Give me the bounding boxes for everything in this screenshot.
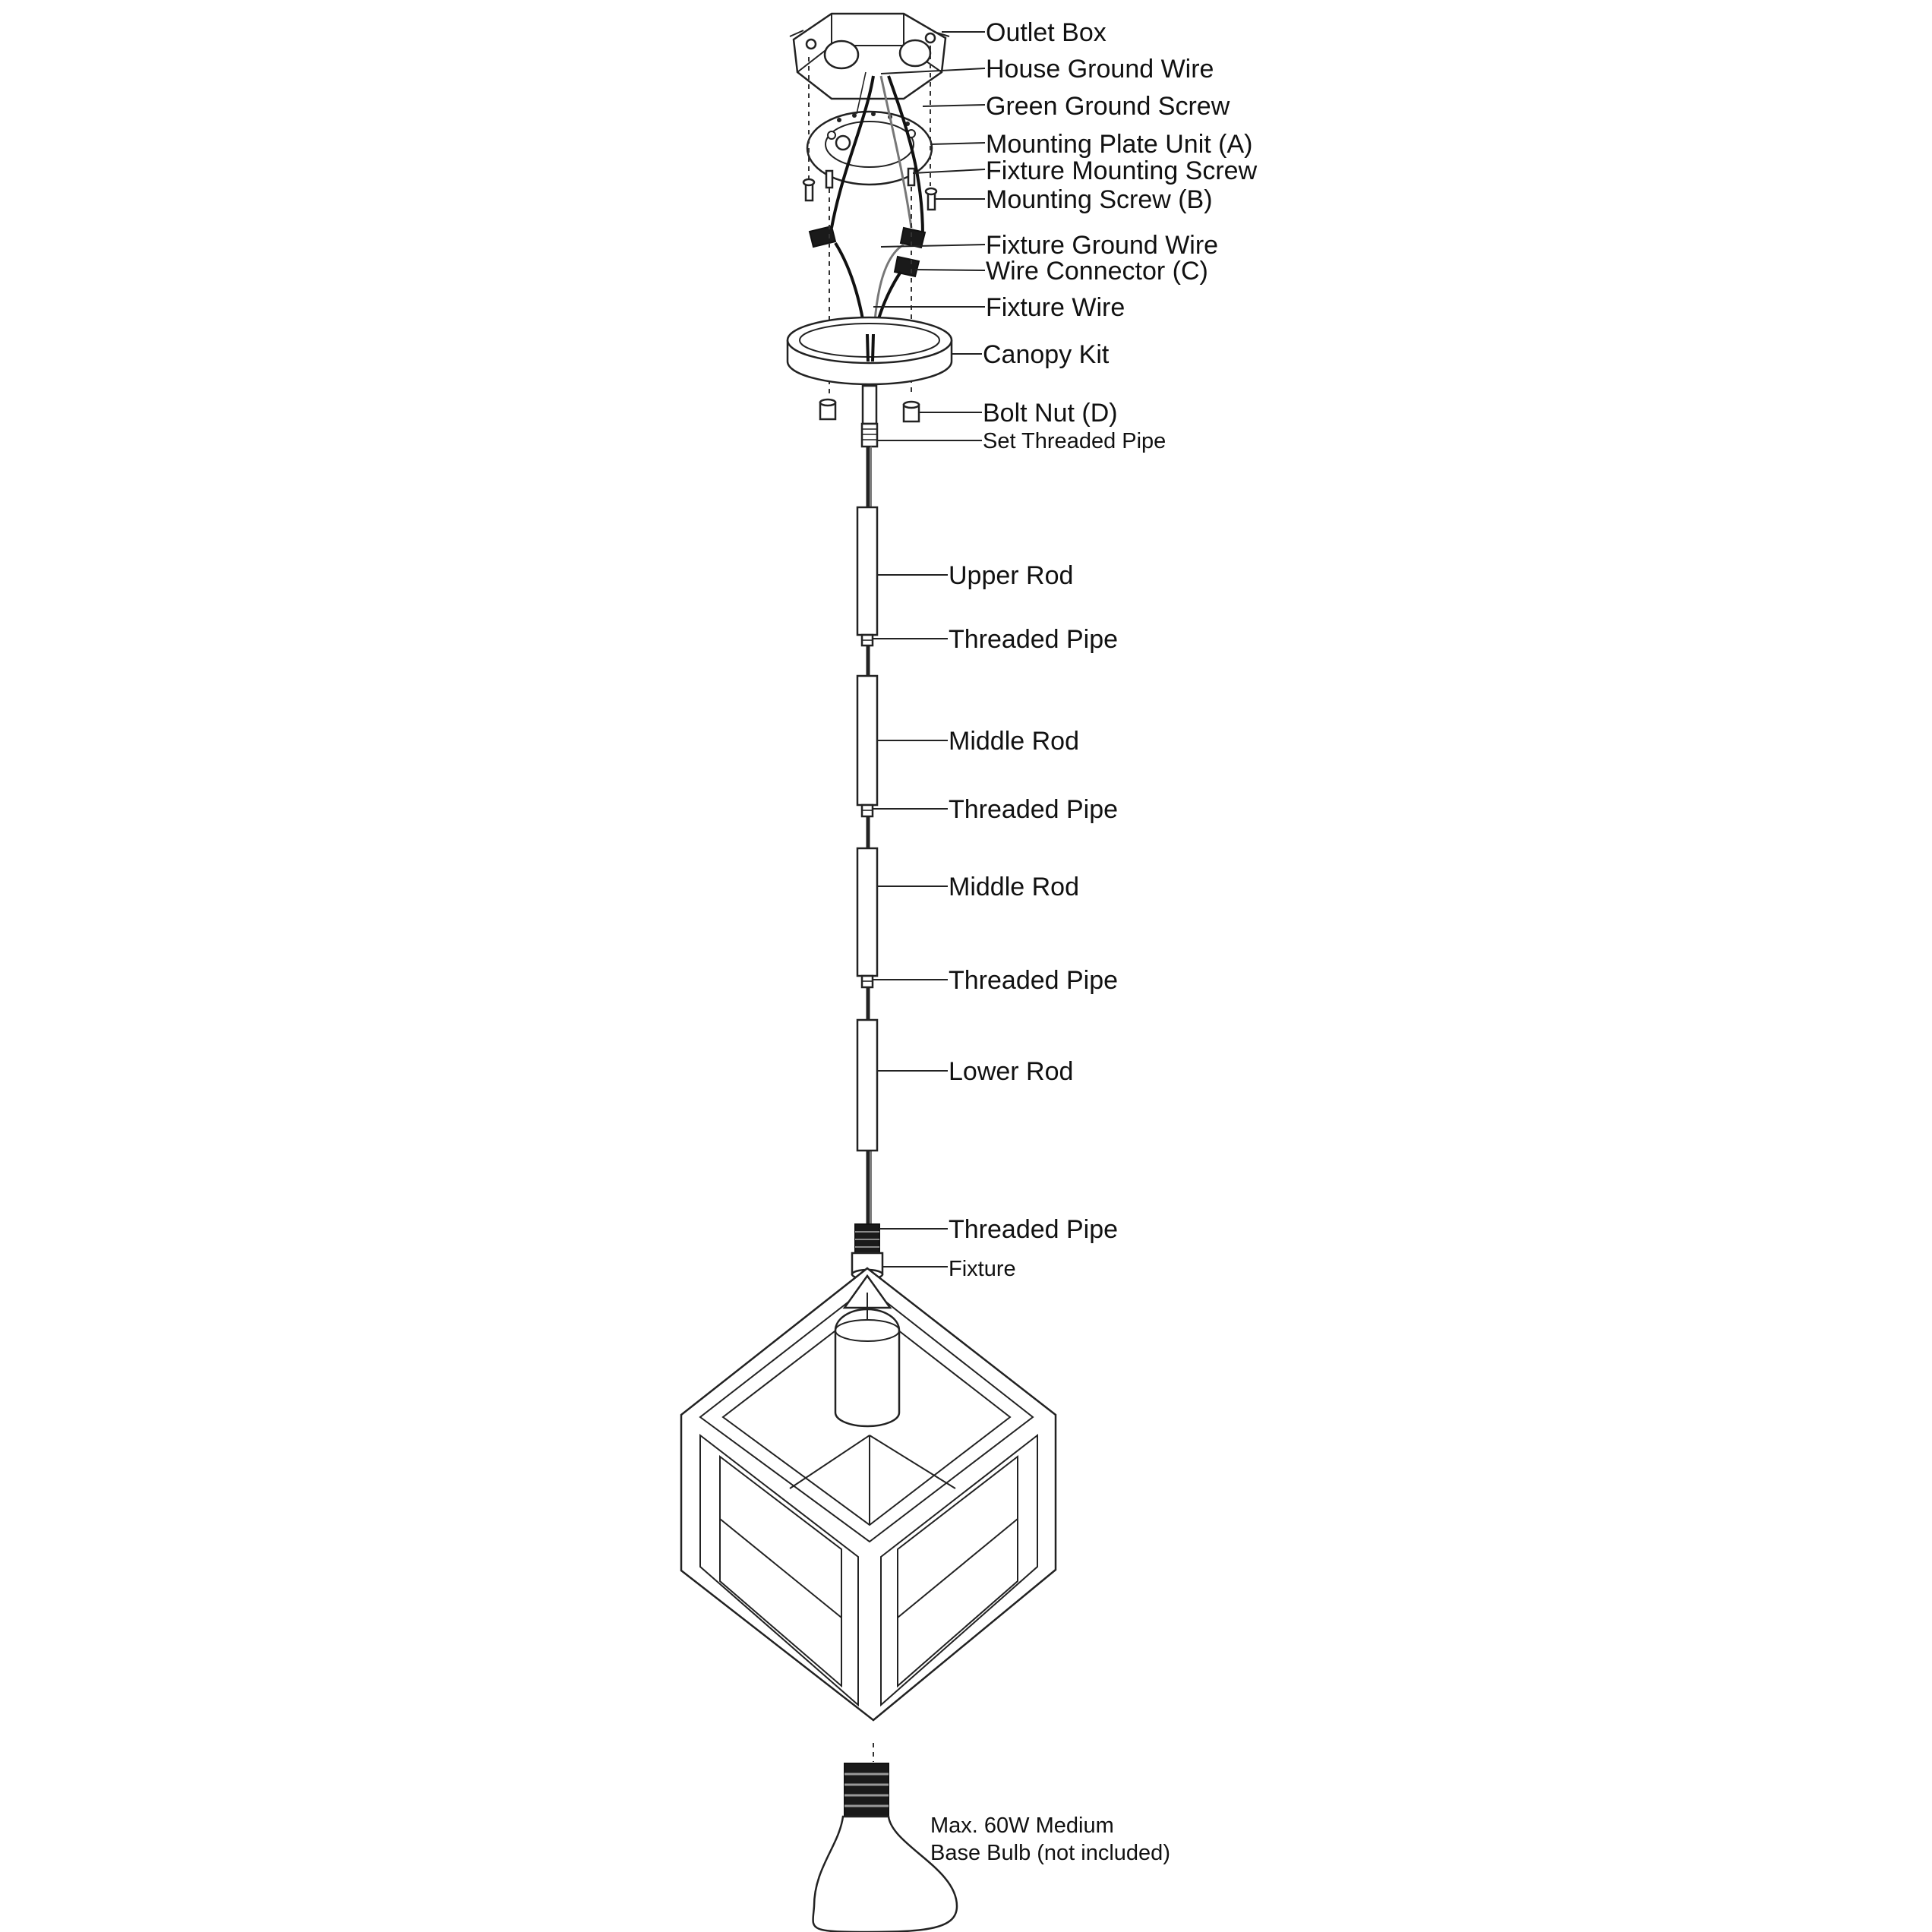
wire-connector-left	[810, 226, 835, 247]
label-fixture-wire: Fixture Wire	[986, 293, 1125, 322]
label-upper-rod: Upper Rod	[949, 561, 1074, 590]
mounting-screw-right	[926, 188, 936, 210]
set-threaded-pipe	[862, 386, 877, 447]
middle-rod-1	[857, 676, 877, 805]
label-bulb-line1: Max. 60W Medium	[930, 1814, 1114, 1838]
bolt-nut-left	[820, 399, 835, 419]
label-wire-connector: Wire Connector (C)	[986, 257, 1208, 286]
label-fixture-mounting-screw: Fixture Mounting Screw	[986, 156, 1258, 185]
label-threaded-pipe-2: Threaded Pipe	[949, 795, 1119, 824]
label-mounting-plate-unit: Mounting Plate Unit (A)	[986, 130, 1253, 159]
label-fixture-ground-wire: Fixture Ground Wire	[986, 231, 1219, 260]
label-fixture: Fixture	[949, 1257, 1016, 1281]
label-set-threaded-pipe: Set Threaded Pipe	[983, 429, 1166, 453]
label-bolt-nut: Bolt Nut (D)	[983, 399, 1118, 428]
threaded-pipe-4	[855, 1224, 879, 1253]
threaded-pipe-3	[862, 976, 873, 987]
threaded-pipe-1	[862, 635, 873, 646]
canopy-kit	[788, 317, 952, 384]
label-outlet-box: Outlet Box	[986, 18, 1106, 47]
threaded-pipe-2	[862, 805, 873, 816]
label-threaded-pipe-3: Threaded Pipe	[949, 966, 1119, 995]
middle-rod-2	[857, 848, 877, 976]
lower-rod	[857, 1020, 877, 1151]
label-bulb-line2: Base Bulb (not included)	[930, 1841, 1170, 1865]
upper-rod	[857, 507, 877, 635]
outlet-box	[790, 14, 949, 99]
label-middle-rod-2: Middle Rod	[949, 873, 1079, 901]
label-threaded-pipe-1: Threaded Pipe	[949, 625, 1119, 654]
label-threaded-pipe-4: Threaded Pipe	[949, 1215, 1119, 1244]
label-green-ground-screw: Green Ground Screw	[986, 92, 1230, 121]
label-house-ground-wire: House Ground Wire	[986, 55, 1214, 84]
label-lower-rod: Lower Rod	[949, 1057, 1074, 1086]
label-mounting-screw: Mounting Screw (B)	[986, 185, 1213, 214]
mounting-screw-left	[803, 179, 814, 200]
label-canopy-kit: Canopy Kit	[983, 340, 1110, 369]
bolt-nut-right	[904, 402, 919, 421]
label-middle-rod-1: Middle Rod	[949, 727, 1079, 756]
